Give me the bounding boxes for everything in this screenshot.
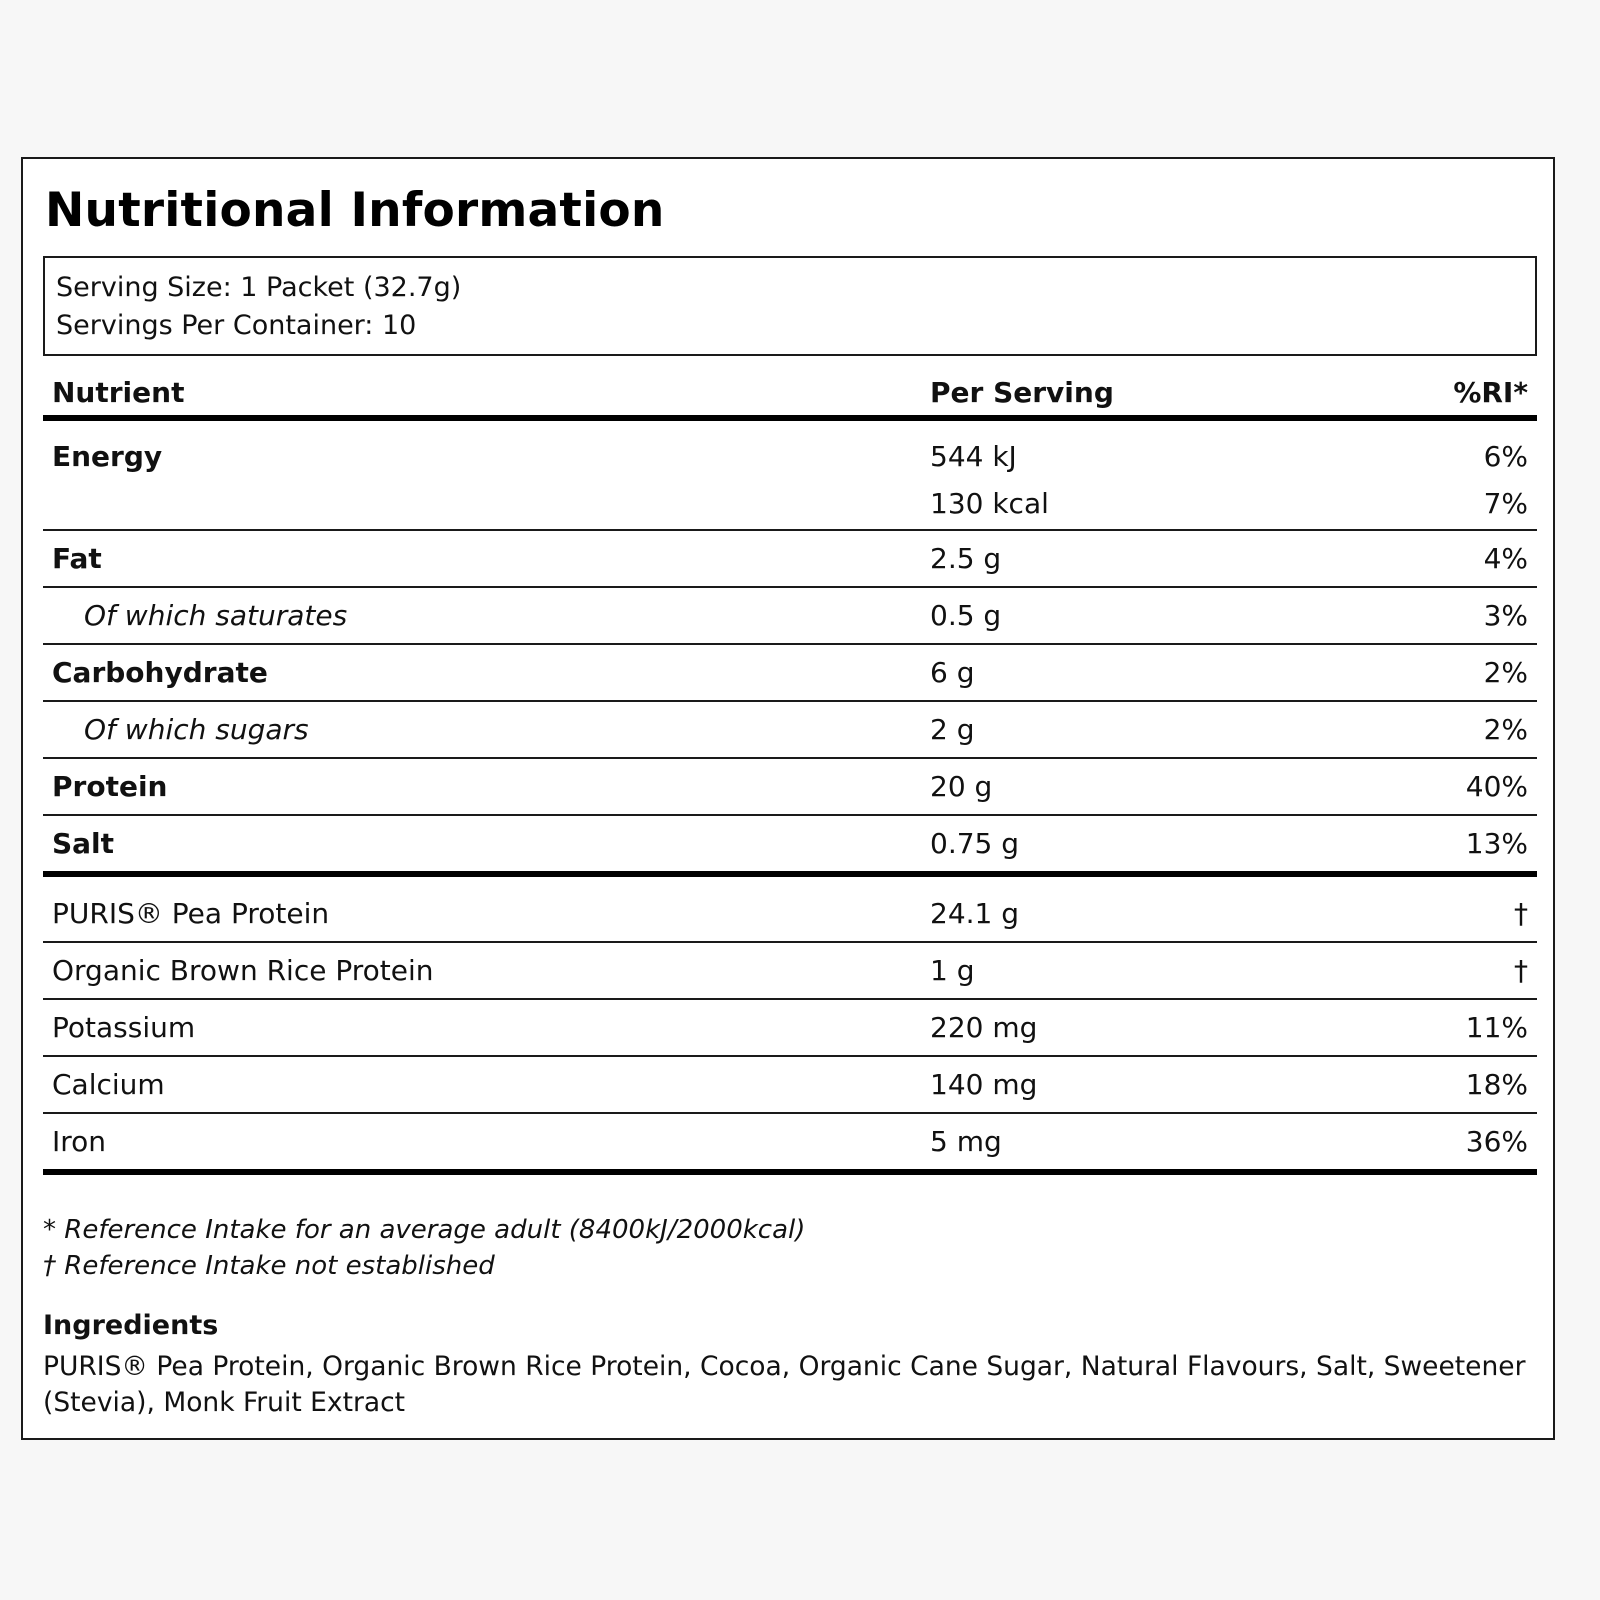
ingredients-text: PURIS® Pea Protein, Organic Brown Rice Protein, Cocoa, Organic Cane Sugar, Natural Flavours, Salt, Sweetener (Stevia), Monk Fruit Extract xyxy=(43,1351,1526,1418)
footnote-not-established: † Reference Intake not established xyxy=(43,1251,495,1281)
nutrient-amount: 140 mg xyxy=(930,1068,1038,1101)
table-row-brown-rice-protein xyxy=(43,943,1537,1000)
nutrient-name: Fat xyxy=(52,542,102,575)
table-row-protein xyxy=(43,759,1537,816)
nutrient-amount: 130 kcal xyxy=(930,487,1049,520)
footnotes xyxy=(43,1212,805,1284)
nutrient-name: Salt xyxy=(52,827,115,860)
table-row-calcium xyxy=(43,1057,1537,1114)
nutrient-ri: 36% xyxy=(1465,1125,1528,1158)
table-row-sugars xyxy=(43,702,1537,759)
nutrient-amount: 0.5 g xyxy=(930,599,1002,632)
nutrient-name: Calcium xyxy=(52,1068,165,1101)
nutrient-amount: 0.75 g xyxy=(930,827,1020,860)
nutrient-ri: 18% xyxy=(1465,1068,1528,1101)
table-row-potassium xyxy=(43,1000,1537,1057)
nutrient-amount: 544 kJ xyxy=(930,440,1017,473)
page-title: Nutritional Information xyxy=(45,183,665,238)
nutrition-label xyxy=(21,157,1555,1440)
nutrient-name: Protein xyxy=(52,770,168,803)
nutrient-amount: 6 g xyxy=(930,656,975,689)
nutrient-ri: 11% xyxy=(1465,1011,1528,1044)
nutrient-amount: 2 g xyxy=(930,713,975,746)
nutrient-ri: 13% xyxy=(1465,827,1528,860)
serving-size: Serving Size: 1 Packet (32.7g) xyxy=(56,272,462,303)
table-row-saturates xyxy=(43,588,1537,645)
nutrient-ri: † xyxy=(1514,896,1528,930)
nutrient-amount: 5 mg xyxy=(930,1125,1002,1158)
table-header-row xyxy=(43,369,1537,421)
nutrient-name: PURIS® Pea Protein xyxy=(52,896,330,930)
nutrient-ri: 40% xyxy=(1465,770,1528,803)
nutrient-name: Organic Brown Rice Protein xyxy=(52,954,434,987)
header-nutrient: Nutrient xyxy=(52,375,185,409)
table-row-iron xyxy=(43,1114,1537,1175)
header-ri: %RI* xyxy=(1453,375,1528,409)
nutrient-name: Iron xyxy=(52,1125,107,1158)
table-row-pea-protein xyxy=(43,877,1537,943)
nutrient-amount: 1 g xyxy=(930,954,975,987)
nutrient-ri: 6% xyxy=(1483,440,1528,473)
nutrient-name: Of which sugars xyxy=(84,713,309,746)
footnote-ri: * Reference Intake for an average adult (8400kJ/2000kcal) xyxy=(43,1215,806,1245)
nutrient-name: Of which saturates xyxy=(84,599,348,632)
nutrient-amount: 24.1 g xyxy=(930,896,1020,930)
header-per-serving: Per Serving xyxy=(930,375,1114,409)
table-row-fat xyxy=(43,531,1537,588)
nutrient-ri: 4% xyxy=(1483,542,1528,575)
nutrient-ri: 2% xyxy=(1483,713,1528,746)
nutrient-name: Potassium xyxy=(52,1011,196,1044)
nutrient-ri: † xyxy=(1514,954,1528,987)
servings-per-container: Servings Per Container: 10 xyxy=(56,310,417,341)
ingredients-title: Ingredients xyxy=(43,1310,219,1341)
nutrient-amount: 20 g xyxy=(930,770,993,803)
table-row-salt xyxy=(43,816,1537,877)
nutrient-ri: 2% xyxy=(1483,656,1528,689)
table-row-carbohydrate xyxy=(43,645,1537,702)
table-row-energy-kj xyxy=(43,421,1537,487)
nutrition-table xyxy=(43,369,1537,1175)
nutrient-name: Energy xyxy=(52,440,163,473)
nutrient-ri: 3% xyxy=(1483,599,1528,632)
nutrient-amount: 2.5 g xyxy=(930,542,1002,575)
nutrient-ri: 7% xyxy=(1483,487,1528,520)
nutrient-name: Carbohydrate xyxy=(52,656,268,689)
table-row-energy-kcal xyxy=(43,487,1537,531)
serving-info-box xyxy=(43,256,1537,356)
nutrient-amount: 220 mg xyxy=(930,1011,1038,1044)
